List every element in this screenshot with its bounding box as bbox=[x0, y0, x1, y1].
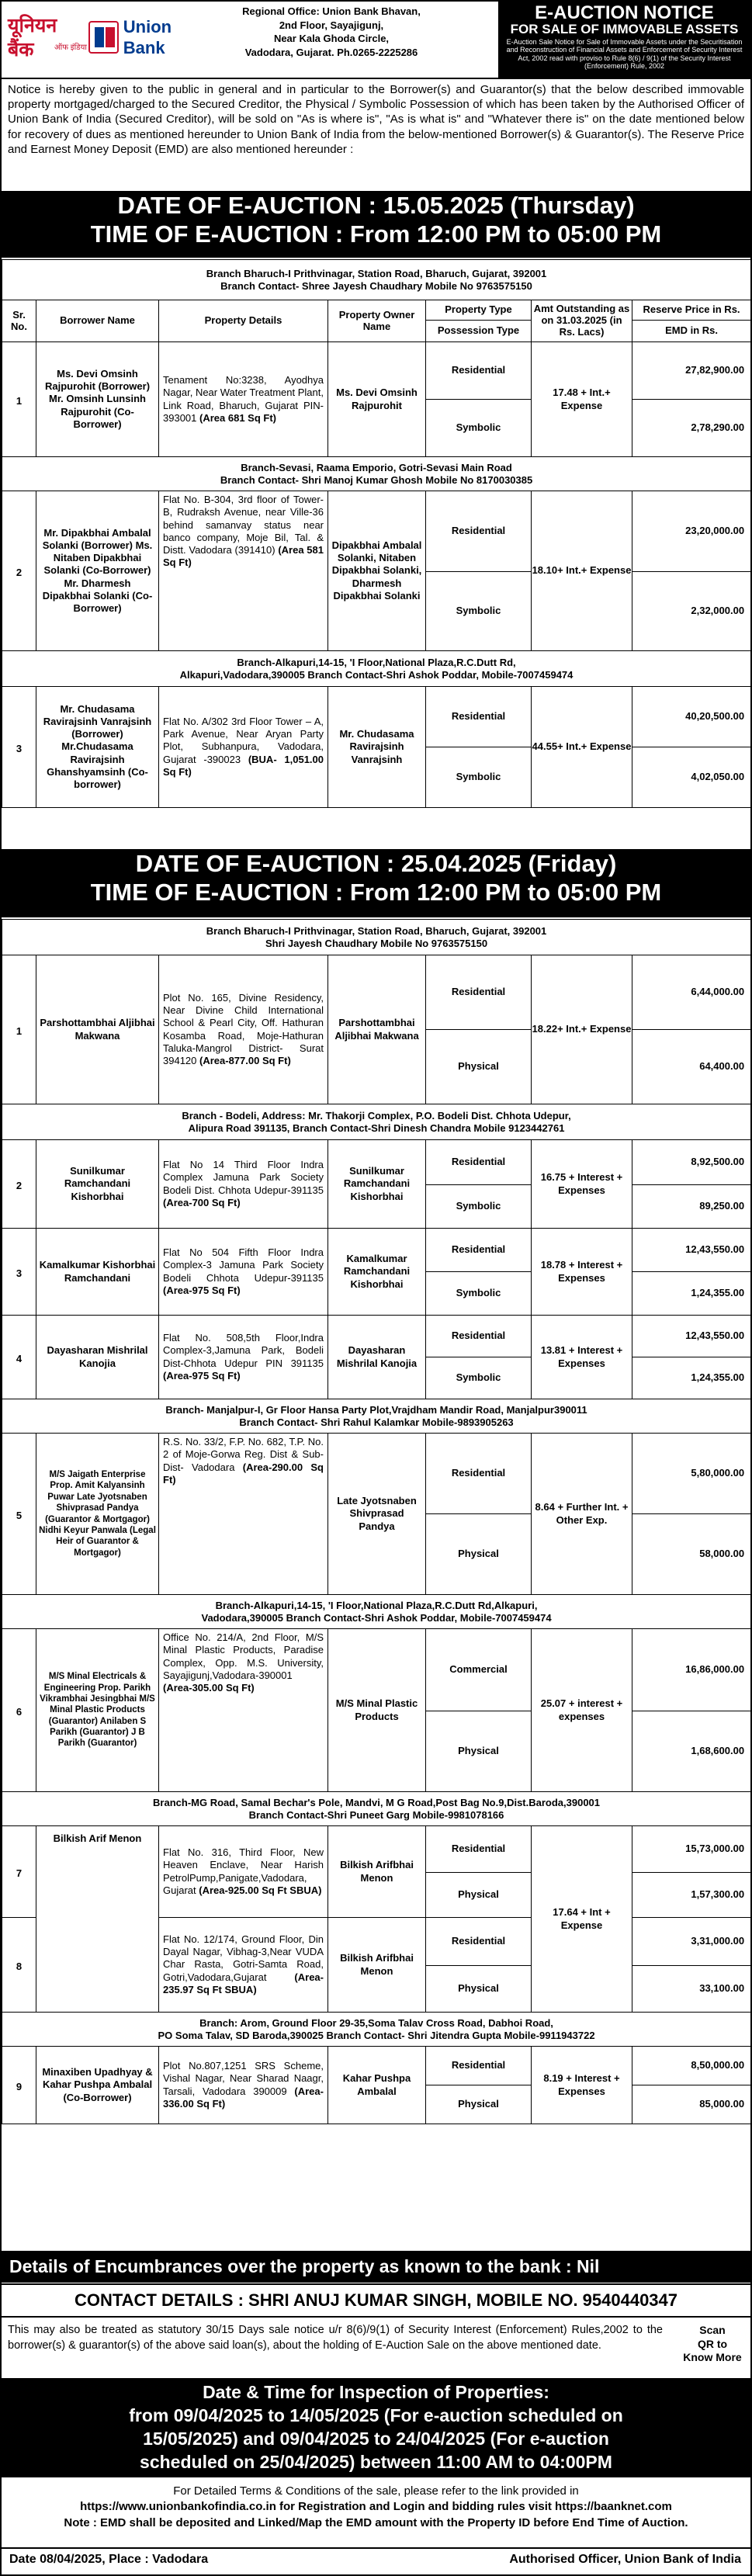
inspection-line: from 09/04/2025 to 14/05/2025 (For e-auction scheduled on bbox=[129, 2404, 623, 2425]
row-property-details: Flat No. A/302 3rd Floor Tower – A, Park Avenue, Near Aryan Party Plot, Subhanpura, Vadodara, Gujarat -390023 (BUA- 1,051.00 Sq Ft) bbox=[159, 687, 328, 808]
row-reserve-price: 16,86,000.00 bbox=[632, 1629, 751, 1711]
table-row bbox=[2, 1629, 751, 1711]
row-property-details: Flat No. B-304, 3rd floor of Tower-B, Rudraksh Avenue, near Ville-36 behind samanvay status near banco company, Moje Bil, Tal. & Distt. Vadodara (391410) (Area 581 Sq Ft) bbox=[159, 491, 328, 651]
row-reserve-price: 5,80,000.00 bbox=[632, 1434, 751, 1514]
row-possession-type: Physical bbox=[426, 1514, 532, 1595]
row-amount-outstanding: 8.19 + Interest + Expenses bbox=[532, 2047, 632, 2124]
row-possession-type: Symbolic bbox=[426, 747, 532, 808]
row-emd: 2,32,000.00 bbox=[632, 572, 751, 651]
row-reserve-price: 8,50,000.00 bbox=[632, 2047, 751, 2085]
table-row bbox=[2, 491, 751, 572]
branch-manjalpur-contact: Branch- Manjalpur-I, Gr Floor Hansa Party Plot,Vrajdham Mandir Road, Manjalpur390011 Branch Contact- Shri Rahul Kalamkar Mobile-9893905263 bbox=[2, 1399, 751, 1434]
row-property-details: Flat No. 316, Third Floor, New Heaven Enclave, Near Harish PetrolPump,Panigate,Vadodara, Gujarat (Area-925.00 Sq Ft SBUA) bbox=[159, 1826, 328, 1918]
row-owner-name: Mr. Chudasama Ravirajsinh Vanrajsinh bbox=[328, 687, 426, 808]
table-row bbox=[2, 1316, 751, 1357]
row-area: (Area 681 Sq Ft) bbox=[199, 411, 276, 424]
auction-2-table bbox=[2, 919, 751, 2124]
row-possession-type: Symbolic bbox=[426, 400, 532, 457]
row-emd: 2,78,290.00 bbox=[632, 400, 751, 457]
row-possession-type: Physical bbox=[426, 1030, 532, 1104]
row-amount-outstanding: 17.64 + Int + Expense bbox=[532, 1826, 632, 2013]
inspection-schedule-banner bbox=[2, 2378, 750, 2477]
row-borrower-name: Dayasharan Mishrilal Kanojia bbox=[36, 1316, 159, 1399]
row-emd: 58,000.00 bbox=[632, 1514, 751, 1595]
row-borrower-name: Ms. Devi Omsinh Rajpurohit (Borrower) Mr. Omsinh Lunsinh Rajpurohit (Co-Borrower) bbox=[36, 342, 159, 457]
header-amount-outstanding: Amt Outstanding as on 31.03.2025 (in Rs. Lacs) bbox=[532, 300, 632, 342]
branch-alkapuri-contact: Branch-Alkapuri,14-15, 'I Floor,National Plaza,R.C.Dutt Rd, Alkapuri,Vadodara,390005 Branch Contact-Shri Ashok Poddar, Mobile-7007459474 bbox=[2, 651, 751, 687]
row-reserve-price: 40,20,500.00 bbox=[632, 687, 751, 747]
terms-line: For Detailed Terms & Conditions of the sale, please refer to the link provided in bbox=[173, 2484, 579, 2498]
header-sr-no: Sr. No. bbox=[2, 300, 36, 342]
union-bank-logo bbox=[8, 9, 211, 65]
row-reserve-price: 6,44,000.00 bbox=[632, 955, 751, 1030]
date-place: Date 08/04/2025, Place : Vadodara bbox=[9, 2553, 209, 2566]
auction-1-date: DATE OF E-AUCTION : 15.05.2025 (Thursday) bbox=[117, 192, 635, 219]
branch-bharuch-contact: Branch Bharuch-I Prithvinagar, Station Road, Bharuch, Gujarat, 392001 Shri Jayesh Chaudhary Mobile No 9763575150 bbox=[2, 920, 751, 955]
row-area: (Area-336.00 Sq Ft) bbox=[163, 2085, 324, 2110]
row-property-type: Residential bbox=[426, 687, 532, 747]
row-emd: 1,24,355.00 bbox=[632, 1357, 751, 1399]
row-owner-name: Sunilkumar Ramchandani Kishorbhai bbox=[328, 1140, 426, 1229]
row-owner-name: Late Jyotsnaben Shivprasad Pandya bbox=[328, 1434, 426, 1595]
statutory-notice: This may also be treated as statutory 30/15 Days sale notice u/r 8(6)/9(1) of Security Interest (Enforcement) Rules,2002 to the borrower(s) & guarantor(s) of the above said loan(s), about the holding of E-Auction Sale on the above mentioned date. bbox=[8, 2324, 663, 2352]
row-borrower-name: Parshottambhai Aljibhai Makwana bbox=[36, 955, 159, 1104]
row-possession-type: Physical bbox=[426, 1873, 532, 1918]
inspection-line: scheduled on 25/04/2025) between 11:00 AM to 04:00PM bbox=[140, 2451, 612, 2472]
auction-1-table bbox=[2, 259, 751, 808]
row-sr-no: 6 bbox=[2, 1629, 36, 1792]
row-sr-no: 1 bbox=[2, 342, 36, 457]
notice-title-box bbox=[498, 2, 750, 78]
row-borrower-name: Mr. Chudasama Ravirajsinh Vanrajsinh (Borrower) Mr.Chudasama Ravirajsinh Ghanshyamsinh (Co-borrower) bbox=[36, 687, 159, 808]
header-property-details: Property Details bbox=[159, 300, 328, 342]
row-amount-outstanding: 18.10+ Int.+ Expense bbox=[532, 491, 632, 651]
row-emd: 64,400.00 bbox=[632, 1030, 751, 1104]
header-borrower-name: Borrower Name bbox=[36, 300, 159, 342]
row-owner-name: Kamalkumar Ramchandani Kishorbhai bbox=[328, 1229, 426, 1316]
row-area: (Area-975 Sq Ft) bbox=[163, 1369, 241, 1382]
row-property-details: Flat No 14 Third Floor Indra Complex Jamuna Park Society Bodeli Dist. Chhota Udepur-391135 (Area-700 Sq Ft) bbox=[159, 1140, 328, 1229]
row-amount-outstanding: 16.75 + Interest + Expenses bbox=[532, 1140, 632, 1229]
row-area: (BUA- 1,051.00 Sq Ft) bbox=[163, 753, 324, 778]
row-property-type: Residential bbox=[426, 491, 532, 572]
row-amount-outstanding: 25.07 + interest + expenses bbox=[532, 1629, 632, 1792]
auction-2-date: DATE OF E-AUCTION : 25.04.2025 (Friday) bbox=[135, 850, 617, 877]
row-area: (Area-975 Sq Ft) bbox=[163, 1284, 241, 1296]
row-possession-type: Physical bbox=[426, 1711, 532, 1792]
header-emd: EMD in Rs. bbox=[632, 321, 751, 342]
logo-english-text: Union Bank bbox=[123, 16, 172, 57]
signature-footer bbox=[2, 2547, 750, 2574]
row-owner-name: Dipakbhai Ambalal Solanki, Nitaben Dipakbhai Solanki, Dharmesh Dipakbhai Solanki bbox=[328, 491, 426, 651]
branch-bharuch-contact: Branch Bharuch-I Prithvinagar, Station Road, Bharuch, Gujarat, 392001 Branch Contact- Shree Jayesh Chaudhary Mobile No 9763575150 bbox=[2, 260, 751, 300]
row-property-details: Plot No. 165, Divine Residency, Near Divine Child International School & Pearl City, Off. Hathuran Kosamba Road, Moje-Hathuran Taluka-Mangrol District- Surat 394120 (Area-877.00 Sq Ft) bbox=[159, 955, 328, 1104]
row-property-details: Flat No 504 Fifth Floor Indra Complex-3 Jamuna Park Society Bodeli Chhota Udepur-391135 (Area-975 Sq Ft) bbox=[159, 1229, 328, 1316]
table-branch-row bbox=[2, 1104, 751, 1140]
row-emd: 1,68,600.00 bbox=[632, 1711, 751, 1792]
regional-office-address: Regional Office: Union Bank Bhavan, 2nd Floor, Sayajigunj, Near Kala Ghoda Circle, Vadodara, Gujarat. Ph.0265-2225286 bbox=[242, 5, 421, 58]
row-sr-no: 2 bbox=[2, 1140, 36, 1229]
row-reserve-price: 15,73,000.00 bbox=[632, 1826, 751, 1873]
notice-subtitle: FOR SALE OF IMMOVABLE ASSETS bbox=[510, 22, 739, 37]
row-property-type: Residential bbox=[426, 1918, 532, 1966]
header-reserve-price: Reserve Price in Rs. bbox=[632, 300, 751, 321]
row-owner-name: Bilkish Arifbhai Menon bbox=[328, 1918, 426, 2013]
branch-mg-road-contact: Branch-MG Road, Samal Bechar's Pole, Mandvi, M G Road,Post Bag No.9,Dist.Baroda,390001 Branch Contact-Shri Puneet Garg Mobile-9981078166 bbox=[2, 1792, 751, 1826]
row-property-details: Flat No. 12/174, Ground Floor, Din Dayal Nagar, Vibhag-3,Near VUDA Char Rasta, Gotri-Samta Road, Gotri,Vadodara,Gujarat (Area-235.97 Sq Ft SBUA) bbox=[159, 1918, 328, 2013]
branch-alkapuri-contact: Branch-Alkapuri,14-15, 'I Floor,National Plaza,R.C.Dutt Rd,Alkapuri, Vadodara,390005 Branch Contact-Shri Ashok Poddar, Mobile-7007459474 bbox=[2, 1595, 751, 1629]
row-sr-no: 3 bbox=[2, 687, 36, 808]
row-property-type: Residential bbox=[426, 342, 532, 400]
header-property-type: Property Type bbox=[426, 300, 532, 321]
row-owner-name: Dayasharan Mishrilal Kanojia bbox=[328, 1316, 426, 1399]
union-bank-emblem-icon bbox=[88, 21, 119, 54]
notice-title: E-AUCTION NOTICE bbox=[535, 2, 714, 23]
header-owner-name: Property Owner Name bbox=[328, 300, 426, 342]
row-borrower-name: Mr. Dipakbhai Ambalal Solanki (Borrower) Ms. Nitaben Dipakbhai Solanki (Co-Borrower) Mr. Dharmesh Dipakbhai Solanki (Co-Borrower) bbox=[36, 491, 159, 651]
row-sr-no: 2 bbox=[2, 491, 36, 651]
row-reserve-price: 27,82,900.00 bbox=[632, 342, 751, 400]
inspection-title: Date & Time for Inspection of Properties: bbox=[203, 2382, 549, 2402]
row-property-type: Commercial bbox=[426, 1629, 532, 1711]
row-owner-name: Ms. Devi Omsinh Rajpurohit bbox=[328, 342, 426, 457]
row-sr-no: 7 bbox=[2, 1826, 36, 1918]
table-header-row bbox=[2, 300, 751, 321]
row-reserve-price: 23,20,000.00 bbox=[632, 491, 751, 572]
table-branch-row bbox=[2, 260, 751, 300]
row-borrower-name: M/S Jaigath Enterprise Prop. Amit Kalyansinh Puwar Late Jyotsnaben Shivprasad Pandya (Guarantor & Mortgagor) Nidhi Keyur Panwala (Legal Heir of Guarantor & Mortgagor) bbox=[36, 1434, 159, 1595]
row-property-details: Office No. 214/A, 2nd Floor, M/S Minal Plastic Products, Paradise Complex, Opp. M.S. University, Sayajigunj,Vadodara-390001 (Area-305.00 Sq Ft) bbox=[159, 1629, 328, 1792]
row-area: (Area-290.00 Sq Ft) bbox=[163, 1461, 324, 1486]
row-emd: 1,57,300.00 bbox=[632, 1873, 751, 1918]
row-possession-type: Symbolic bbox=[426, 1272, 532, 1316]
row-property-details: Flat No. 508,5th Floor,Indra Complex-3,Jamuna Park, Bodeli Dist-Chhota Udepur PIN 391135 (Area-975 Sq Ft) bbox=[159, 1316, 328, 1399]
row-amount-outstanding: 44.55+ Int.+ Expense bbox=[532, 687, 632, 808]
row-amount-outstanding: 18.22+ Int.+ Expense bbox=[532, 955, 632, 1104]
notice-header bbox=[2, 2, 750, 79]
row-property-type: Residential bbox=[426, 1434, 532, 1514]
row-owner-name: M/S Minal Plastic Products bbox=[328, 1629, 426, 1792]
table-branch-row bbox=[2, 2013, 751, 2047]
row-owner-name: Parshottambhai Aljibhai Makwana bbox=[328, 955, 426, 1104]
row-borrower-name: M/S Minal Electricals & Engineering Prop. Parikh Vikrambhai Jesingbhai M/S Minal Plastic Products (Guarantor) Anilaben S Parikh (Guarantor) J B Parikh (Guarantor) bbox=[36, 1629, 159, 1792]
row-emd: 4,02,050.00 bbox=[632, 747, 751, 808]
row-area: (Area-925.00 Sq Ft SBUA) bbox=[199, 1884, 322, 1896]
row-property-type: Residential bbox=[426, 955, 532, 1030]
row-reserve-price: 3,31,000.00 bbox=[632, 1918, 751, 1966]
row-sr-no: 3 bbox=[2, 1229, 36, 1316]
row-possession-type: Symbolic bbox=[426, 1357, 532, 1399]
row-borrower-name: Bilkish Arif Menon bbox=[36, 1826, 159, 2013]
table-row bbox=[2, 1434, 751, 1514]
notice-legal-reference: E-Auction Sale Notice for Sale of Immovable Assets under the Securitisation and Reconstruction of Financial Assets and Enforcement of Security Interest Act, 2002 read with proviso to Rule 8(6) / 9(1) of the Security Interest (Enforcement) Rule, 2002 bbox=[506, 38, 743, 71]
logo-hindi-text: यूनियन बैंक bbox=[8, 13, 57, 61]
table-branch-row bbox=[2, 1792, 751, 1826]
table-branch-row bbox=[2, 457, 751, 491]
row-property-type: Residential bbox=[426, 1229, 532, 1272]
auction-1-banner bbox=[2, 191, 750, 258]
inspection-line: 15/05/2025) and 09/04/2025 to 24/04/2025 (For e-auction bbox=[143, 2428, 609, 2449]
qr-code-label: Scan QR to Know More bbox=[683, 2324, 742, 2363]
table-row bbox=[2, 342, 751, 400]
row-sr-no: 1 bbox=[2, 955, 36, 1104]
row-emd: 89,250.00 bbox=[632, 1185, 751, 1229]
encumbrance-banner: Details of Encumbrances over the property as known to the bank : Nil bbox=[2, 2251, 750, 2283]
row-area: (Area 581 Sq Ft) bbox=[163, 544, 324, 569]
row-property-type: Residential bbox=[426, 1140, 532, 1185]
row-sr-no: 4 bbox=[2, 1316, 36, 1399]
row-sr-no: 8 bbox=[2, 1918, 36, 2013]
row-reserve-price: 12,43,550.00 bbox=[632, 1229, 751, 1272]
auction-2-banner bbox=[2, 849, 750, 917]
row-property-type: Residential bbox=[426, 1826, 532, 1873]
table-row bbox=[2, 687, 751, 747]
row-amount-outstanding: 18.78 + Interest + Expenses bbox=[532, 1229, 632, 1316]
branch-sevasi-contact: Branch-Sevasi, Raama Emporio, Gotri-Sevasi Main Road Branch Contact- Shri Manoj Kumar Ghosh Mobile No 8170030385 bbox=[2, 457, 751, 491]
row-emd: 85,000.00 bbox=[632, 2085, 751, 2124]
header-possession-type: Possession Type bbox=[426, 321, 532, 342]
authorised-officer: Authorised Officer, Union Bank of India bbox=[509, 2553, 741, 2566]
row-sr-no: 5 bbox=[2, 1434, 36, 1595]
auction-1-time: TIME OF E-AUCTION : From 12:00 PM to 05:00 PM bbox=[90, 220, 662, 248]
row-possession-type: Physical bbox=[426, 1966, 532, 2013]
row-possession-type: Symbolic bbox=[426, 572, 532, 651]
row-property-details: Tenament No:3238, Ayodhya Nagar, Near Water Treatment Plant, Link Road, Bharuch, Gujarat PIN-393001 (Area 681 Sq Ft) bbox=[159, 342, 328, 457]
table-row bbox=[2, 1826, 751, 1873]
row-area: (Area-235.97 Sq Ft SBUA) bbox=[163, 1971, 324, 1995]
table-branch-row bbox=[2, 1595, 751, 1629]
logo-hindi-subtext: ऑफ इंडिया bbox=[54, 43, 87, 52]
row-amount-outstanding: 17.48 + Int.+ Expense bbox=[532, 342, 632, 457]
row-owner-name: Bilkish Arifbhai Menon bbox=[328, 1826, 426, 1918]
table-branch-row bbox=[2, 651, 751, 687]
row-sr-no: 9 bbox=[2, 2047, 36, 2124]
terms-footer bbox=[2, 2482, 750, 2533]
row-borrower-name: Minaxiben Upadhyay & Kahar Pushpa Ambalal (Co-Borrower) bbox=[36, 2047, 159, 2124]
intro-paragraph: Notice is hereby given to the public in general and in particular to the Borrower(s) and Guarantor(s) that the below described immovable property mortgaged/charged to the Secured Creditor, the Physical / Symbolic Possession of which has been taken by the Authorised Officer of Union Bank of India (Secured Creditor), will be sold on "As is where is", "As is what is" and "Whatever there is" on the date mentioned below for recovery of dues as mentioned hereunder to Union Bank of India from the below-mentioned Borrower(s) & Guarantor(s). The Reserve Price and Earnest Money Deposit (EMD) are also mentioned hereunder : bbox=[8, 83, 744, 156]
branch-bodeli-contact: Branch - Bodeli, Address: Mr. Thakorji Complex, P.O. Bodeli Dist. Chhota Udepur, Alipura Road 391135, Branch Contact-Shri Dinesh Chandra Mobile 9123442761 bbox=[2, 1104, 751, 1140]
table-row bbox=[2, 1229, 751, 1272]
row-area: (Area-305.00 Sq Ft) bbox=[163, 1682, 255, 1694]
row-area: (Area-877.00 Sq Ft) bbox=[199, 1055, 291, 1066]
table-row bbox=[2, 955, 751, 1030]
table-row bbox=[2, 2047, 751, 2085]
row-property-type: Residential bbox=[426, 1316, 532, 1357]
row-reserve-price: 8,92,500.00 bbox=[632, 1140, 751, 1185]
row-amount-outstanding: 8.64 + Further Int. + Other Exp. bbox=[532, 1434, 632, 1595]
contact-details: CONTACT DETAILS : SHRI ANUJ KUMAR SINGH, MOBILE NO. 9540440347 bbox=[2, 2283, 750, 2318]
auction-2-time: TIME OF E-AUCTION : From 12:00 PM to 05:00 PM bbox=[90, 879, 662, 907]
branch-arom-contact: Branch: Arom, Ground Floor 29-35,Soma Talav Cross Road, Dabhoi Road, PO Soma Talav, SD Baroda,390025 Branch Contact- Shri Jitendra Gupta Mobile-9911943722 bbox=[2, 2013, 751, 2047]
row-borrower-name: Kamalkumar Kishorbhai Ramchandani bbox=[36, 1229, 159, 1316]
row-reserve-price: 12,43,550.00 bbox=[632, 1316, 751, 1357]
row-property-details: Plot No.807,1251 SRS Scheme, Vishal Nagar, Near Sharad Naagr, Tarsali, Vadodara 390009 (Area-336.00 Sq Ft) bbox=[159, 2047, 328, 2124]
table-branch-row bbox=[2, 920, 751, 955]
emd-note: Note : EMD shall be deposited and Linked/Map the EMD amount with the Property ID before End Time of Auction. bbox=[64, 2515, 688, 2529]
row-emd: 1,24,355.00 bbox=[632, 1272, 751, 1316]
terms-links[interactable]: https://www.unionbankofindia.co.in for Registration and Login and bidding rules visit https://baanknet.com bbox=[80, 2500, 672, 2514]
row-borrower-name: Sunilkumar Ramchandani Kishorbhai bbox=[36, 1140, 159, 1229]
row-emd: 33,100.00 bbox=[632, 1966, 751, 2013]
row-owner-name: Kahar Pushpa Ambalal bbox=[328, 2047, 426, 2124]
row-property-details: R.S. No. 33/2, F.P. No. 682, T.P. No. 2 of Moje-Gorwa Reg. Dist & Sub-Dist- Vadodara (Area-290.00 Sq Ft) bbox=[159, 1434, 328, 1595]
table-branch-row bbox=[2, 1399, 751, 1434]
table-row bbox=[2, 1140, 751, 1185]
row-amount-outstanding: 13.81 + Interest + Expenses bbox=[532, 1316, 632, 1399]
row-area: (Area-700 Sq Ft) bbox=[163, 1196, 241, 1208]
row-property-type: Residential bbox=[426, 2047, 532, 2085]
row-possession-type: Physical bbox=[426, 2085, 532, 2124]
row-possession-type: Symbolic bbox=[426, 1185, 532, 1229]
